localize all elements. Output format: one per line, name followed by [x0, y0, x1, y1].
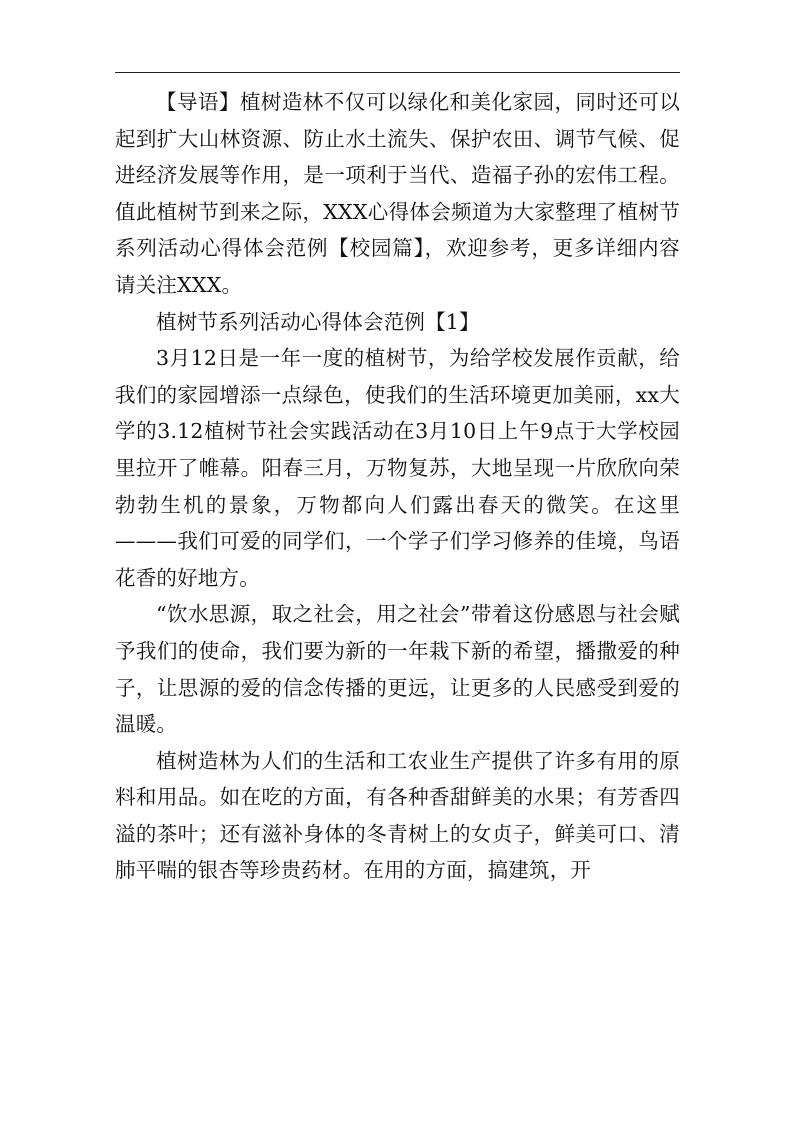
header-rule: [115, 72, 680, 73]
body-paragraph: “饮水思源，取之社会，用之社会”带着这份感恩与社会赋予我们的使命，我们要为新的一年栽下新的希望，播撒爱的种子，让思源的爱的信念传播的更远，让更多的人民感受到爱的温暖。: [115, 602, 680, 737]
intro-paragraph: 【导语】植树造林不仅可以绿化和美化家园，同时还可以起到扩大山林资源、防止水土流失、保护农田、调节气候、促进经济发展等作用，是一项利于当代、造福子孙的宏伟工程。值此植树节到来之际，XXX心得体会频道为大家整理了植树节系列活动心得体会范例【校园篇】，欢迎参考，更多详细内容请关注XXX。: [115, 90, 680, 297]
document-body: [115, 84, 680, 889]
body-paragraph: 3月12日是一年一度的植树节，为给学校发展作贡献，给我们的家园增添一点绿色，使我们的生活环境更加美丽，xx大学的3.12植树节社会实践活动在3月10日上午9点于大学校园里拉开了帷幕。阳春三月，万物复苏，大地呈现一片欣欣向荣勃勃生机的景象，万物都向人们露出春天的微笑。在这里———我们可爱的同学们，一个学子们学习修养的佳境，鸟语花香的好地方。: [115, 346, 680, 590]
section-heading: 植树节系列活动心得体会范例【1】: [156, 309, 480, 334]
body-paragraph: 植树造林为人们的生活和工农业生产提供了许多有用的原料和用品。如在吃的方面，有各种香甜鲜美的水果；有芳香四溢的茶叶；还有滋补身体的冬青树上的女贞子，鲜美可口、清肺平喘的银杏等珍贵药材。在用的方面，搞建筑，开: [115, 748, 680, 883]
